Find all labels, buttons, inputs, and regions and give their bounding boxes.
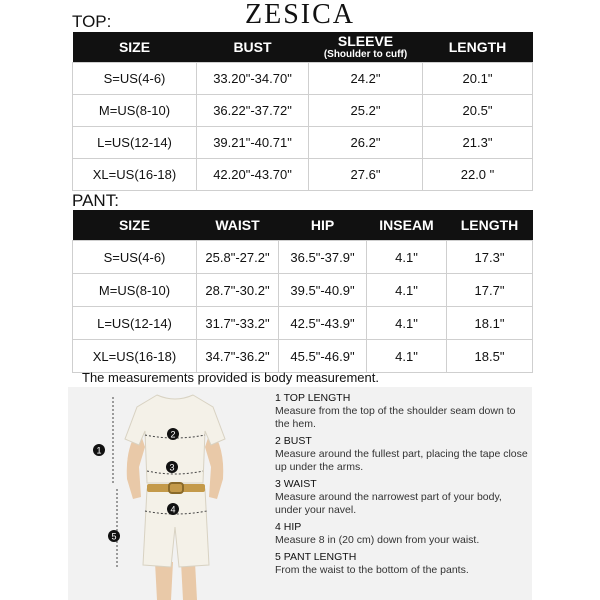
pant-cell-size: M=US(8-10) bbox=[73, 274, 197, 307]
top-cell-bust: 39.21"-40.71" bbox=[197, 127, 309, 159]
top-header-sleeve-sub: (Shoulder to cuff) bbox=[323, 49, 408, 60]
step-title: 5 PANT LENGTH bbox=[275, 551, 357, 563]
top-cell-length: 21.3" bbox=[423, 127, 533, 159]
marker-1-icon bbox=[93, 444, 105, 456]
top-cell-size: M=US(8-10) bbox=[73, 95, 197, 127]
outfit-figure-illustration bbox=[85, 387, 250, 600]
step-title: 3 WAIST bbox=[275, 478, 317, 490]
table-row bbox=[73, 63, 533, 95]
top-cell-bust: 42.20"-43.70" bbox=[197, 159, 309, 191]
pant-cell-waist: 25.8"-27.2" bbox=[197, 241, 279, 274]
pant-cell-inseam: 4.1" bbox=[367, 274, 447, 307]
step-pant-length bbox=[275, 551, 530, 577]
pant-cell-size: S=US(4-6) bbox=[73, 241, 197, 274]
top-size-table bbox=[72, 32, 533, 191]
pant-cell-waist: 34.7"-36.2" bbox=[197, 340, 279, 373]
pant-header-row bbox=[73, 210, 533, 241]
marker-1-label: 1 bbox=[96, 445, 102, 456]
step-title: 2 BUST bbox=[275, 435, 312, 447]
top-cell-bust: 36.22"-37.72" bbox=[197, 95, 309, 127]
step-desc: Measure from the top of the shoulder seam down to the hem. bbox=[275, 405, 516, 430]
top-cell-size: L=US(12-14) bbox=[73, 127, 197, 159]
top-cell-sleeve: 24.2" bbox=[309, 63, 423, 95]
pant-cell-size: XL=US(16-18) bbox=[73, 340, 197, 373]
pant-cell-size: L=US(12-14) bbox=[73, 307, 197, 340]
marker-2-icon bbox=[167, 428, 179, 440]
pant-cell-hip: 36.5"-37.9" bbox=[279, 241, 367, 274]
step-desc: Measure around the fullest part, placing the tape close up under the arms. bbox=[275, 448, 528, 473]
marker-5-icon bbox=[108, 530, 120, 542]
step-hip bbox=[275, 521, 530, 547]
left-leg-shape bbox=[155, 562, 173, 600]
top-header-size: SIZE bbox=[73, 32, 197, 63]
pant-cell-waist: 31.7"-33.2" bbox=[197, 307, 279, 340]
marker-2-label: 2 bbox=[170, 429, 176, 440]
top-cell-sleeve: 26.2" bbox=[309, 127, 423, 159]
table-row bbox=[73, 274, 533, 307]
step-desc: From the waist to the bottom of the pants. bbox=[275, 564, 469, 576]
top-cell-length: 20.1" bbox=[423, 63, 533, 95]
pant-cell-length: 18.5" bbox=[447, 340, 533, 373]
marker-5-label: 5 bbox=[111, 531, 117, 542]
step-desc: Measure 8 in (20 cm) down from your waist. bbox=[275, 534, 480, 546]
pant-section-label: PANT: bbox=[72, 191, 119, 210]
pant-cell-waist: 28.7"-30.2" bbox=[197, 274, 279, 307]
shorts-shape bbox=[143, 489, 209, 567]
measurement-steps bbox=[275, 392, 530, 581]
top-header-sleeve bbox=[309, 32, 423, 63]
table-row bbox=[73, 127, 533, 159]
pant-cell-inseam: 4.1" bbox=[367, 340, 447, 373]
pant-cell-hip: 39.5"-40.9" bbox=[279, 274, 367, 307]
pant-header-waist: WAIST bbox=[197, 210, 279, 241]
right-leg-shape bbox=[181, 562, 197, 600]
top-section-label: TOP: bbox=[72, 12, 112, 31]
step-bust bbox=[275, 435, 530, 474]
top-cell-bust: 33.20"-34.70" bbox=[197, 63, 309, 95]
pant-cell-length: 17.7" bbox=[447, 274, 533, 307]
brand-logo: ZESICA bbox=[245, 0, 355, 30]
pant-header-inseam: INSEAM bbox=[367, 210, 447, 241]
marker-4-icon bbox=[167, 503, 179, 515]
table-row bbox=[73, 95, 533, 127]
pant-cell-hip: 42.5"-43.9" bbox=[279, 307, 367, 340]
pant-header-hip: HIP bbox=[279, 210, 367, 241]
pant-size-table bbox=[72, 210, 533, 373]
marker-3-icon bbox=[166, 461, 178, 473]
top-cell-size: S=US(4-6) bbox=[73, 63, 197, 95]
top-cell-size: XL=US(16-18) bbox=[73, 159, 197, 191]
top-header-length: LENGTH bbox=[423, 32, 533, 63]
step-desc: Measure around the narrowest part of your body, under your navel. bbox=[275, 491, 502, 516]
table-row bbox=[73, 159, 533, 191]
marker-4-label: 4 bbox=[170, 504, 176, 515]
top-header-sleeve-label: SLEEVE bbox=[337, 33, 394, 49]
pant-header-size: SIZE bbox=[73, 210, 197, 241]
measurement-note: The measurements provided is body measurement. bbox=[82, 370, 379, 385]
table-row bbox=[73, 307, 533, 340]
step-title: 4 HIP bbox=[275, 521, 302, 533]
pant-header-length: LENGTH bbox=[447, 210, 533, 241]
pant-cell-inseam: 4.1" bbox=[367, 307, 447, 340]
pant-cell-hip: 45.5"-46.9" bbox=[279, 340, 367, 373]
pant-cell-length: 18.1" bbox=[447, 307, 533, 340]
top-cell-length: 20.5" bbox=[423, 95, 533, 127]
table-row bbox=[73, 241, 533, 274]
step-waist bbox=[275, 478, 530, 517]
belt-shape bbox=[147, 484, 205, 492]
top-cell-sleeve: 27.6" bbox=[309, 159, 423, 191]
pant-cell-length: 17.3" bbox=[447, 241, 533, 274]
pant-cell-inseam: 4.1" bbox=[367, 241, 447, 274]
step-title: 1 TOP LENGTH bbox=[275, 392, 351, 404]
top-header-row bbox=[73, 32, 533, 63]
marker-3-label: 3 bbox=[169, 462, 175, 473]
top-cell-length: 22.0 " bbox=[423, 159, 533, 191]
top-cell-sleeve: 25.2" bbox=[309, 95, 423, 127]
top-header-bust: BUST bbox=[197, 32, 309, 63]
step-top-length bbox=[275, 392, 530, 431]
table-row bbox=[73, 340, 533, 373]
